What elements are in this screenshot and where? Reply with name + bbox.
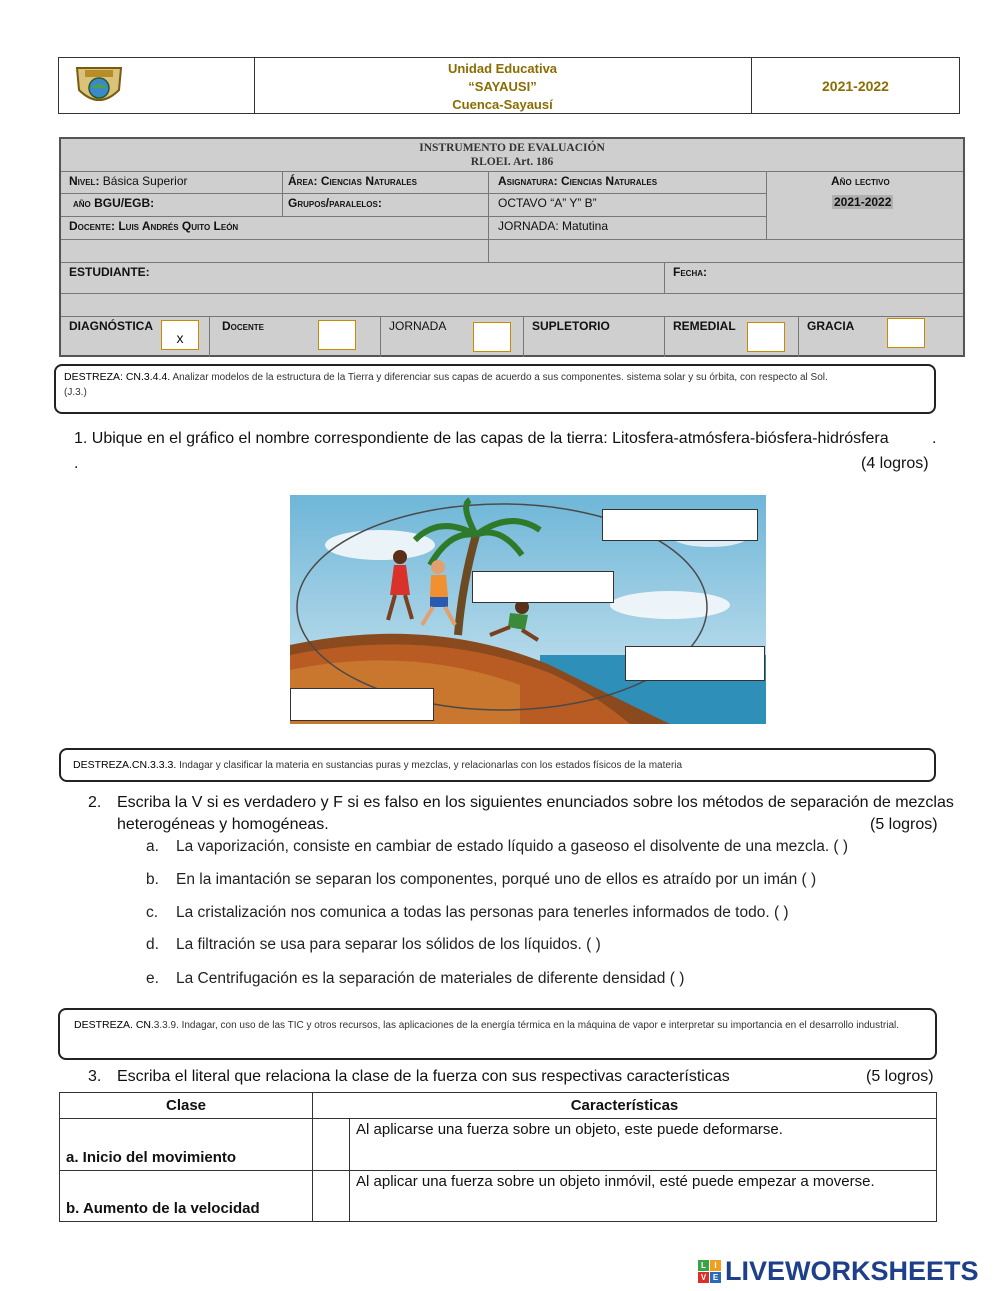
type-jornada: JORNADA: [389, 319, 447, 333]
q2-item-c-text: La cristalización nos comunica a todas las personas para tenerles informados de todo. ( ): [176, 904, 789, 921]
q2-item-a-text: La vaporización, consiste en cambiar de estado líquido a gaseoso el disolvente de una mezcla. ( ): [176, 838, 849, 855]
logo-letter-i: I: [710, 1260, 721, 1271]
col-clase-header: Clase: [60, 1093, 313, 1119]
question-1-dot-right: .: [932, 430, 937, 447]
destreza-3: [58, 1008, 937, 1060]
question-3-points: (5 logros): [866, 1068, 934, 1085]
nivel-label: Nivel:: [69, 174, 100, 188]
school-shield-icon: [71, 62, 127, 110]
question-1-text: 1. Ubique en el gráfico el nombre correspondiente de las capas de la tierra: Litosfera-atmósfera-biósfera-hidrósfera: [74, 430, 889, 447]
school-line-2: “SAYAUSI”: [468, 79, 537, 94]
logo-letter-l: L: [698, 1260, 709, 1271]
ano-lectivo-label: Año lectivo: [831, 174, 890, 188]
liveworksheets-wordmark: LIVEWORKSHEETS: [725, 1255, 979, 1286]
col-caracteristicas-header: Características: [313, 1093, 937, 1119]
caracteristica-cell: Al aplicarse una fuerza sobre un objeto, este puede deformarse.: [350, 1119, 937, 1171]
layer-answer-box-top-right[interactable]: [602, 509, 758, 541]
destreza-2-label: DESTREZA.CN.3.3.3.: [73, 759, 177, 771]
q2-item-d-text: La filtración se usa para separar los sólidos de los líquidos. ( ): [176, 936, 601, 953]
answer-cell-1[interactable]: [313, 1119, 350, 1171]
docente-label: Docente: Luis Andrés Quito León: [69, 219, 239, 233]
nivel-value: Básica Superior: [102, 174, 188, 188]
gracia-checkbox[interactable]: [887, 318, 925, 348]
eval-title-line-1: INSTRUMENTO DE EVALUACIÓN: [419, 142, 605, 154]
liveworksheets-brand: [698, 1256, 979, 1286]
layer-answer-box-right[interactable]: [625, 646, 765, 681]
destreza-1: [54, 364, 936, 414]
q2-item-e-text: La Centrifugación es la separación de materiales de diferente densidad ( ): [176, 970, 685, 987]
question-3-text: Escriba el literal que relaciona la clase de la fuerza con sus respectivas características: [117, 1068, 730, 1085]
estudiante-label: ESTUDIANTE:: [69, 265, 150, 279]
area-label: Área: Ciencias Naturales: [288, 174, 417, 188]
question-2-line-1: Escriba la V si es verdadero y F si es falso en los siguientes enunciados sobre los métodos de separación de mezclas: [117, 794, 954, 811]
diagnostica-checkbox[interactable]: x: [161, 320, 199, 350]
grupos-label: Grupos/paralelos:: [288, 196, 382, 210]
forces-table: [59, 1092, 937, 1222]
layer-answer-box-middle[interactable]: [472, 571, 614, 603]
school-header: [58, 57, 960, 114]
eval-title: [61, 141, 963, 169]
question-3-number: 3.: [88, 1068, 102, 1085]
destreza-1-label: DESTREZA: CN.3.4.4.: [64, 371, 171, 383]
q2-item-d-letter: d.: [146, 936, 159, 953]
destreza-3-label: DESTREZA. CN: [74, 1019, 152, 1031]
school-name-cell: [254, 58, 752, 113]
q2-item-b-text: En la imantación se separan los componentes, porqué uno de ellos es atraído por un imán ( ): [176, 871, 817, 888]
school-logo-cell: [59, 58, 255, 113]
type-gracia: GRACIA: [807, 319, 855, 333]
type-docente: Docente: [222, 319, 265, 333]
school-year: 2021-2022: [822, 78, 889, 94]
q2-item-a-letter: a.: [146, 838, 159, 855]
q2-item-c-letter: c.: [146, 904, 159, 921]
destreza-1-code: (J.3.): [64, 387, 87, 398]
eval-title-line-2: RLOEI. Art. 186: [470, 156, 554, 168]
docente-checkbox[interactable]: [318, 320, 356, 350]
grupos-value: OCTAVO “A” Y” B”: [498, 196, 597, 210]
logo-letter-v: V: [698, 1272, 709, 1283]
jornada-checkbox[interactable]: [473, 322, 511, 352]
destreza-2-text: Indagar y clasificar la materia en sustancias puras y mezclas, y relacionarlas con los estados físicos de la materia: [179, 760, 683, 771]
answer-cell-2[interactable]: [313, 1171, 350, 1222]
destreza-3-text: .3.3.9. Indagar, con uso de las TIC y otros recursos, las aplicaciones de la energía térmica en la máquina de vapor e interpretar su importancia en el desarrollo industrial.: [151, 1020, 900, 1031]
question-1: [74, 430, 944, 448]
destreza-1-text: Analizar modelos de la estructura de la Tierra y diferenciar sus capas de acuerdo a sus componentes. sistema solar y su órbita, con respecto al Sol.: [172, 372, 828, 383]
caracteristica-cell: Al aplicar una fuerza sobre un objeto inmóvil, esté puede empezar a moverse.: [350, 1171, 937, 1222]
clase-cell: b. Aumento de la velocidad: [60, 1171, 313, 1222]
layer-answer-box-bottom-left[interactable]: [290, 688, 434, 721]
question-2-number: 2.: [88, 794, 102, 811]
type-remedial: REMEDIAL: [673, 319, 736, 333]
bgu-label: año BGU/EGB:: [73, 196, 155, 210]
table-row: [60, 1171, 937, 1222]
q2-item-e-letter: e.: [146, 970, 159, 987]
asignatura-label: Asignatura: Ciencias Naturales: [498, 174, 658, 188]
liveworksheets-logo-icon: [698, 1260, 721, 1283]
school-line-3: Cuenca-Sayausí: [452, 97, 553, 112]
fecha-label: Fecha:: [673, 265, 707, 279]
ano-lectivo-value: 2021-2022: [834, 195, 892, 209]
question-2-line-2: heterogéneas y homogéneas.: [117, 816, 329, 833]
type-supletorio: SUPLETORIO: [532, 319, 610, 333]
question-1-points: (4 logros): [861, 455, 929, 472]
nivel-field: [69, 174, 188, 188]
q2-item-b-letter: b.: [146, 871, 159, 888]
remedial-checkbox[interactable]: [747, 322, 785, 352]
destreza-2: [59, 748, 936, 782]
question-2-points: (5 logros): [870, 816, 938, 833]
table-row: [60, 1119, 937, 1171]
jornada-label: JORNADA: Matutina: [498, 219, 609, 233]
school-line-1: Unidad Educativa: [447, 61, 558, 76]
question-1-dot-left: .: [74, 455, 79, 472]
logo-letter-e: E: [710, 1272, 721, 1283]
type-diagnostica: DIAGNÓSTICA: [69, 319, 153, 333]
evaluation-info-table: [59, 137, 965, 357]
clase-cell: a. Inicio del movimiento: [60, 1119, 313, 1171]
